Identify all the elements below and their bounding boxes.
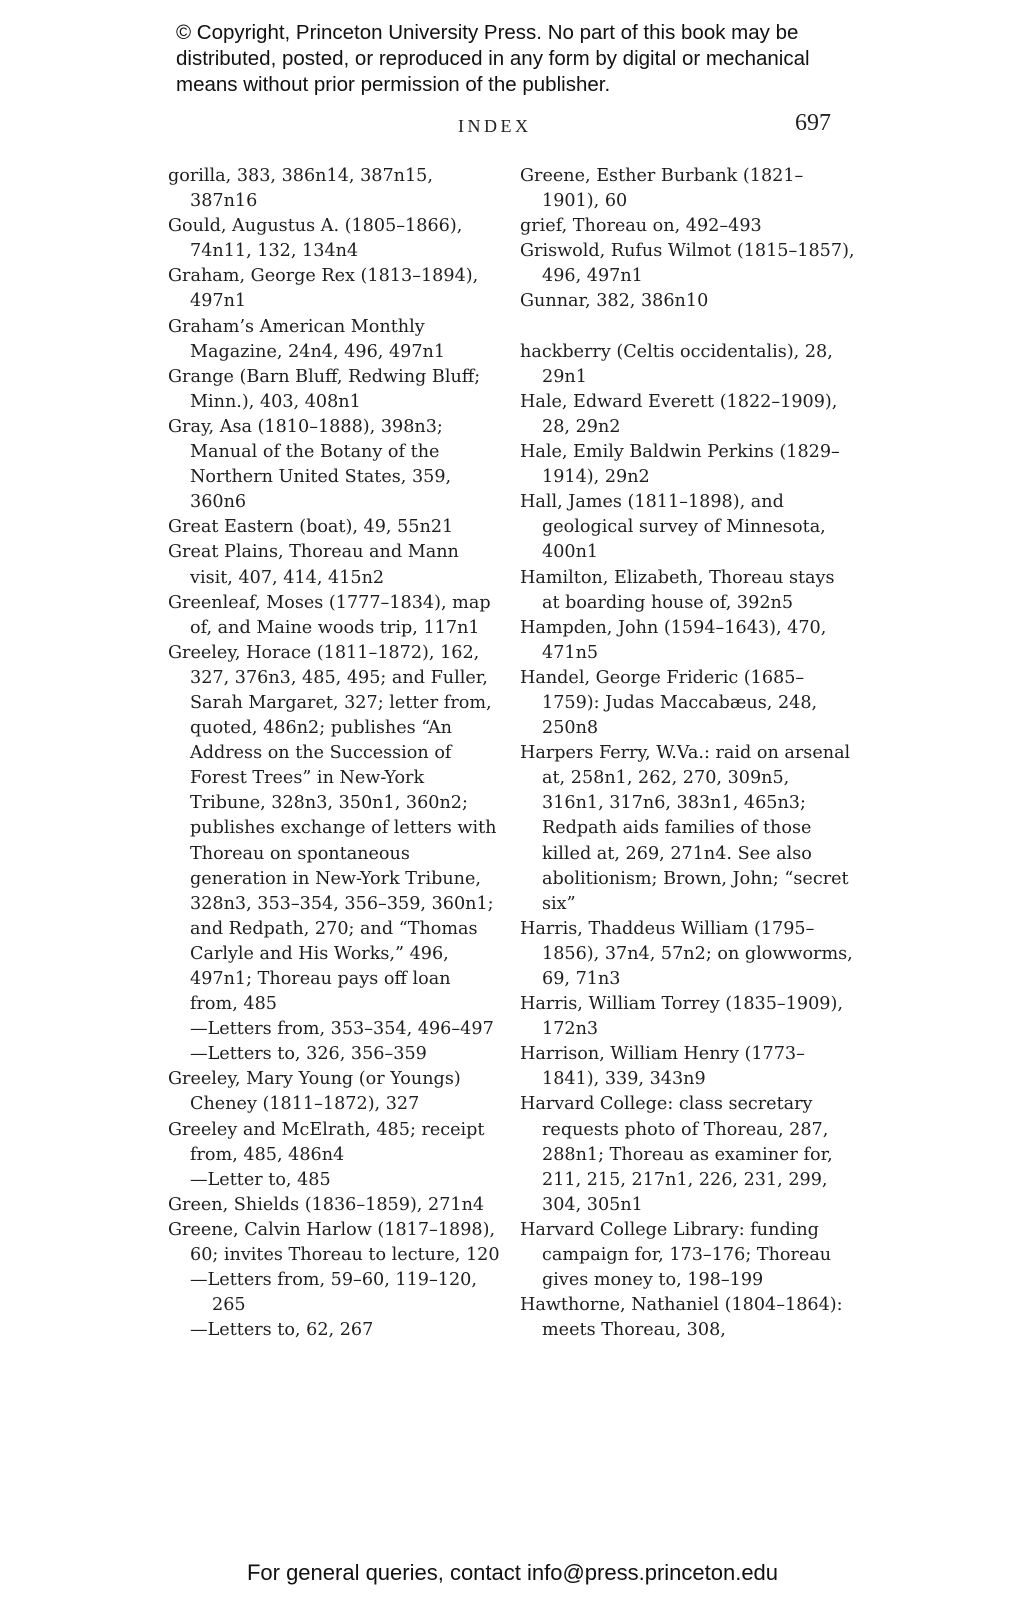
index-subentry: —Letter to, 485 [190,1169,331,1190]
index-entry: Graham, George Rex (1813–1894), 497n1 [168,266,479,312]
index-entry: Gunnar, 382, 386n10 [520,291,709,312]
running-head: INDEX [458,116,532,136]
index-entry: Harris, William Torrey (1835–1909), 172n3 [520,994,843,1040]
index-entry: Hall, James (1811–1898), and geological survey of Minnesota, 400n1 [520,492,826,563]
index-entry: Green, Shields (1836–1859), 271n4 [168,1194,485,1215]
index-subentry: —Letters to, 326, 356–359 [190,1044,427,1065]
page-number: 697 [795,110,831,136]
index-subentry: —Letters from, 59–60, 119–120, 265 [190,1270,477,1316]
index-entry: Greeley, Horace (1811–1872), 162, 327, 376n3, 485, 495; and Fuller, Sarah Margaret, 327; letter from, quoted, 486n2; publishes “An Address on the Succession of Forest Trees” in New-York Tribune, 328n3, 350n1, 360n2; publishes exchange of letters with Thoreau on spontaneous generation in New-York Tribune, 328n3, 353–354, 356–359, 360n1; and Redpath, 270; and “Thomas Carlyle and His Works,” 496, 497n1; Thoreau pays off loan from, 485 [168,642,497,1015]
index-entry: Greeley and McElrath, 485; receipt from, 485, 486n4 [168,1119,485,1165]
index-entry: Hawthorne, Nathaniel (1804–1864): meets Thoreau, 308, [520,1295,843,1341]
index-entry: Hale, Emily Baldwin Perkins (1829–1914), 29n2 [520,442,840,488]
index-entry: Gould, Augustus A. (1805–1866), 74n11, 132, 134n4 [168,216,463,262]
index-entry: Greenleaf, Moses (1777–1834), map of, and Maine woods trip, 117n1 [168,592,491,638]
index-entry: Harvard College: class secretary requests photo of Thoreau, 287, 288n1; Thoreau as examiner for, 211, 215, 217n1, 226, 231, 299, 304, 305n1 [520,1094,833,1215]
index-entry: Greeley, Mary Young (or Youngs) Cheney (1811–1872), 327 [168,1069,461,1115]
copyright-notice: © Copyright, Princeton University Press. No part of this book may be distributed, posted, or reproduced in any form by digital or mechanical means without prior permission of the publisher. [176,21,810,96]
index-column-left [168,164,503,1343]
index-entry: grief, Thoreau on, 492–493 [520,216,762,237]
index-entry: Gray, Asa (1810–1888), 398n3; Manual of the Botany of the Northern United States, 359, 360n6 [168,416,452,513]
index-entry: Greene, Calvin Harlow (1817–1898), 60; invites Thoreau to lecture, 120 [168,1219,500,1266]
index-entry: Handel, George Frideric (1685–1759): Judas Maccabæus, 248, 250n8 [520,667,818,739]
index-entry: Grange (Barn Bluff, Redwing Bluff; Minn.), 403, 408n1 [168,366,481,412]
index-entry: Graham’s American Monthly Magazine, 24n4, 496, 497n1 [168,316,446,362]
index-entry: Griswold, Rufus Wilmot (1815–1857), 496, 497n1 [520,241,855,287]
index-column-right [520,164,855,1343]
index-entry: Hamilton, Elizabeth, Thoreau stays at boarding house of, 392n5 [520,567,835,613]
letter-group-gap [520,315,855,340]
index-entry: hackberry (Celtis occidentalis), 28, 29n1 [520,341,833,387]
index-entry: Greene, Esther Burbank (1821–1901), 60 [520,166,804,212]
index-entry: gorilla, 383, 386n14, 387n15, 387n16 [168,166,433,212]
index-subentry: —Letters to, 62, 267 [190,1320,374,1341]
index-entry: Hale, Edward Everett (1822–1909), 28, 29n2 [520,391,838,437]
index-subentry: —Letters from, 353–354, 496–497 [190,1019,494,1040]
index-entry: Harpers Ferry, W.Va.: raid on arsenal at, 258n1, 262, 270, 309n5, 316n1, 317n6, 383n1, 465n3; Redpath aids families of those killed at, 269, 271n4. See also abolitionism; Brown, John; “secret six” [520,743,851,914]
index-entry: Harrison, William Henry (1773–1841), 339, 343n9 [520,1044,805,1090]
index-entry: Hampden, John (1594–1643), 470, 471n5 [520,617,827,663]
index-entry: Great Eastern (boat), 49, 55n21 [168,517,454,538]
index-entry: Harris, Thaddeus William (1795–1856), 37n4, 57n2; on glowworms, 69, 71n3 [520,918,853,989]
index-entry: Great Plains, Thoreau and Mann visit, 407, 414, 415n2 [168,542,459,588]
index-entry: Harvard College Library: funding campaign for, 173–176; Thoreau gives money to, 198–199 [520,1219,832,1291]
footer-contact: For general queries, contact info@press.princeton.edu [246,1560,779,1585]
